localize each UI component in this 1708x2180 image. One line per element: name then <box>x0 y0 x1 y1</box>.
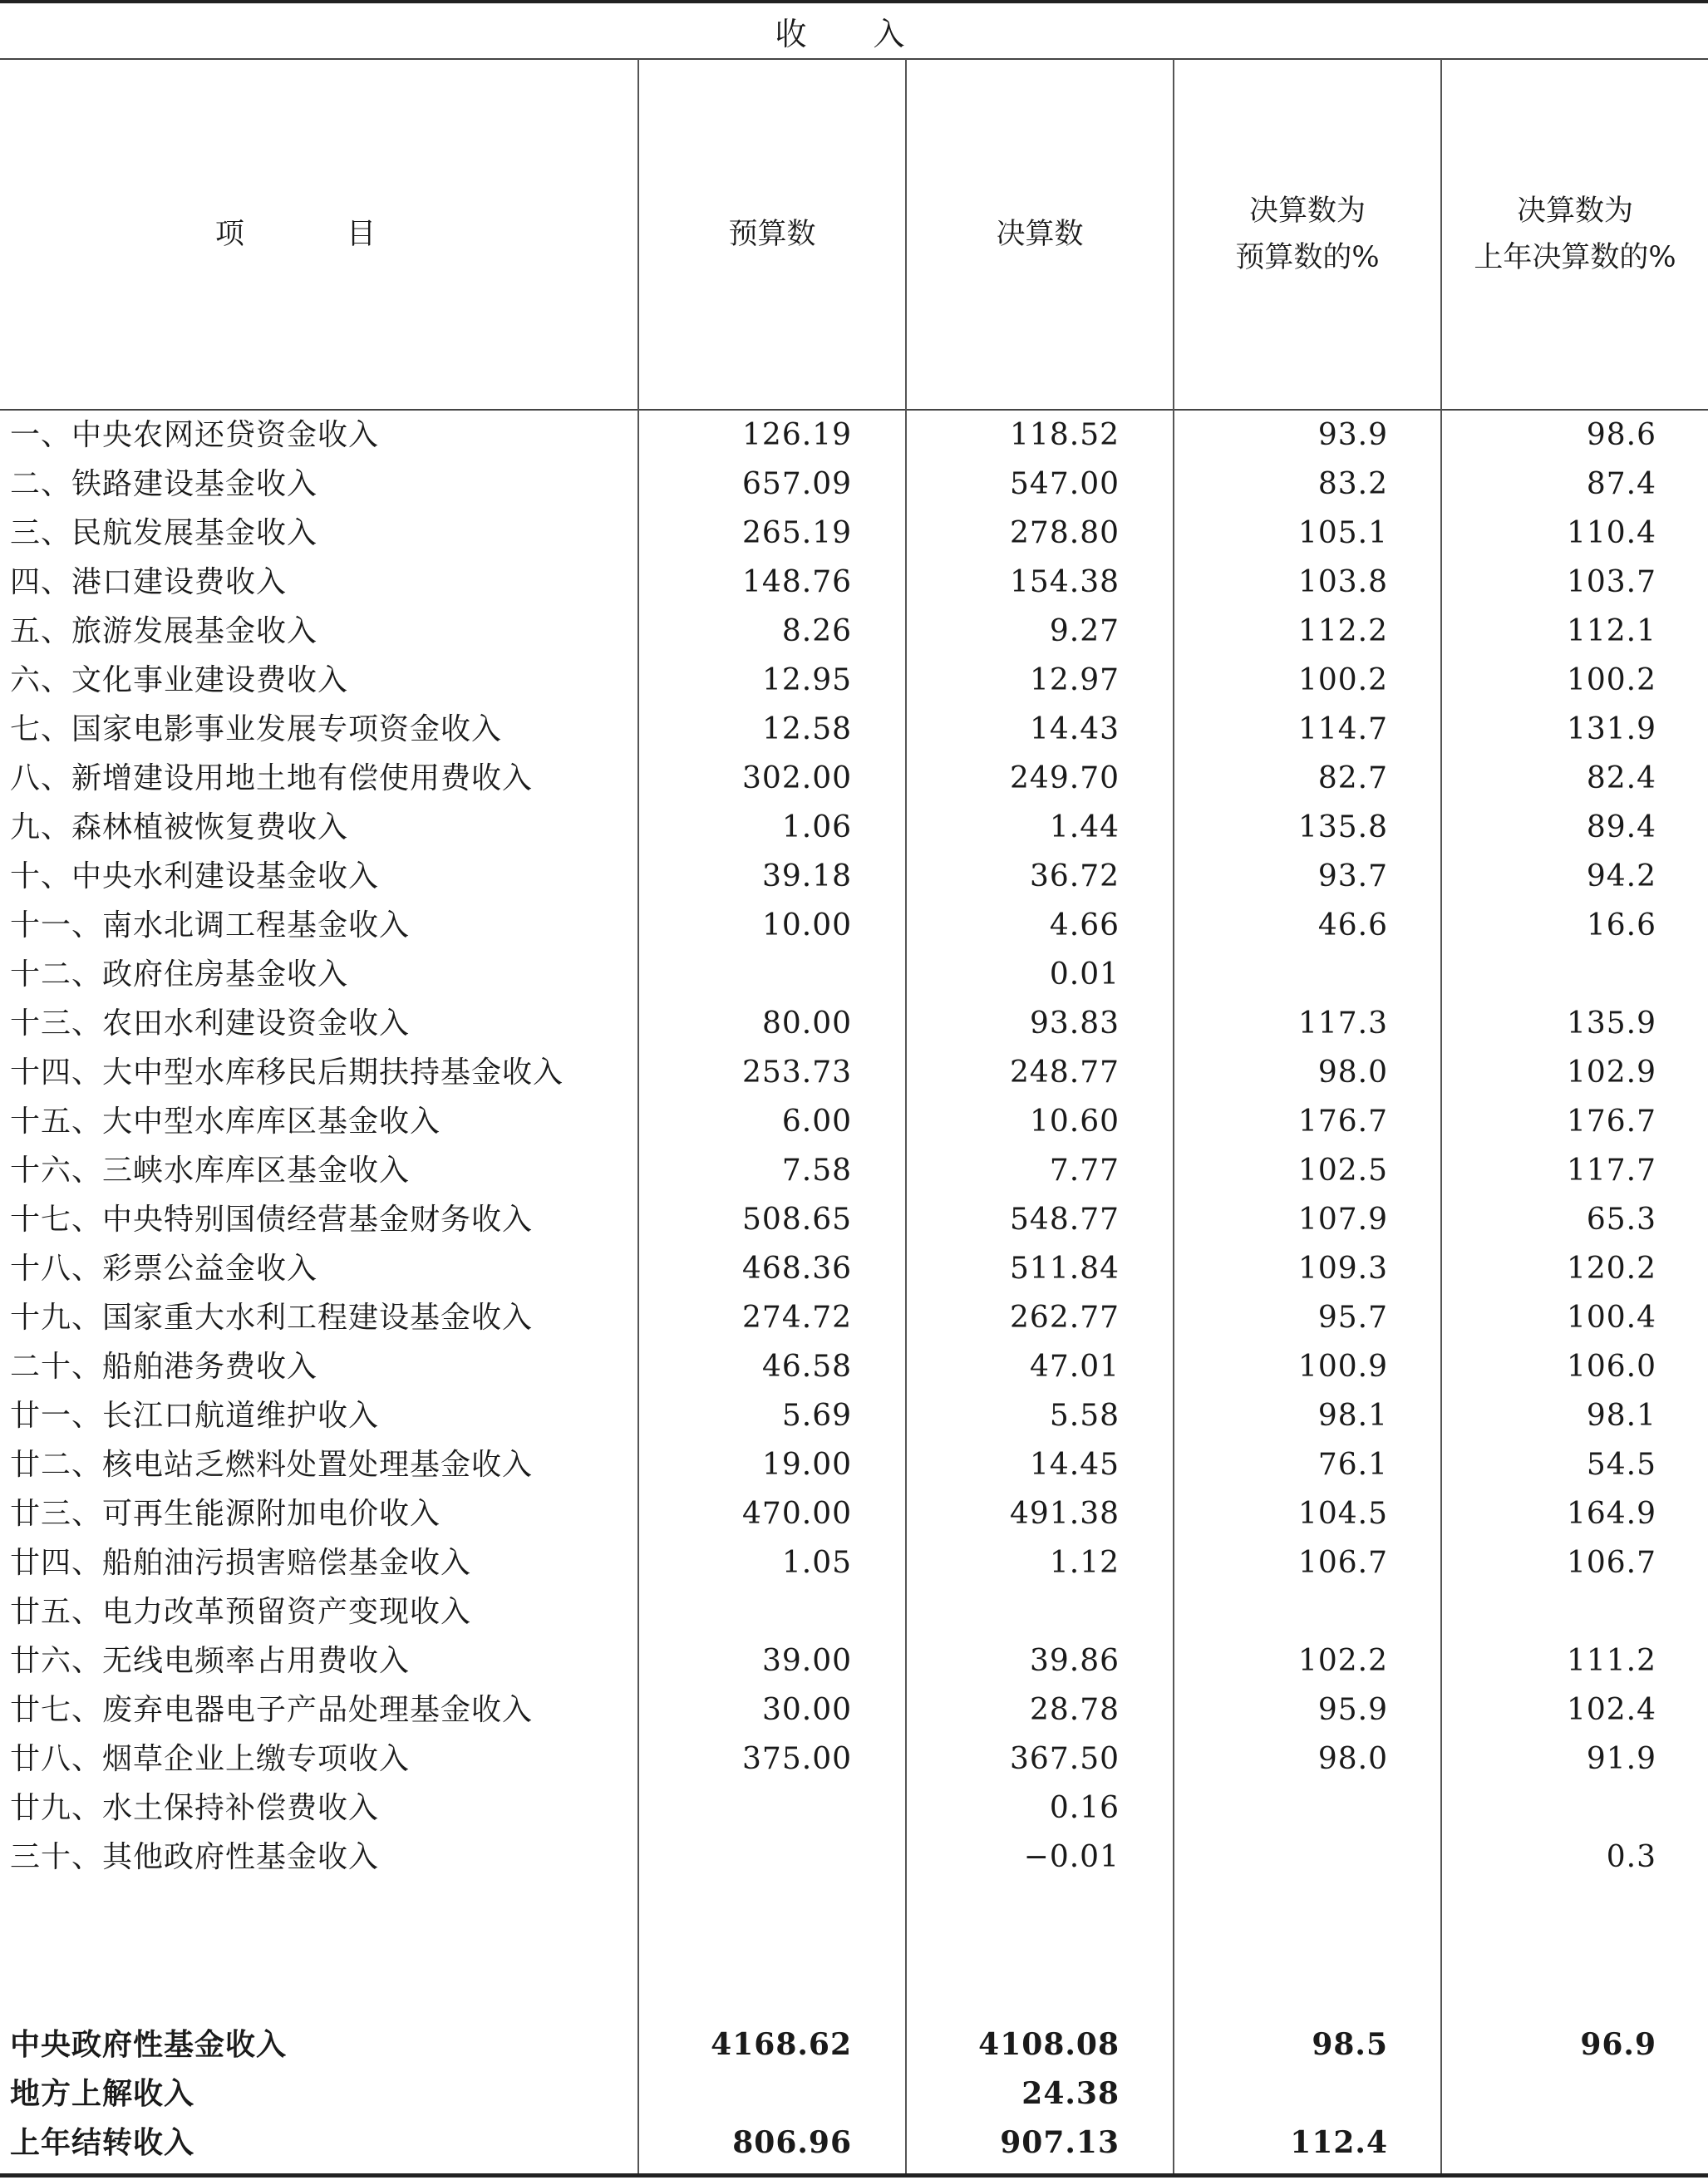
budget-cell: 302.00 <box>742 761 852 795</box>
table-row <box>0 754 1708 803</box>
pct-prev-cell: 106.7 <box>1566 1546 1656 1580</box>
table-row <box>0 999 1708 1048</box>
budget-cell: 126.19 <box>742 418 852 452</box>
table-row <box>0 1391 1708 1440</box>
actual-cell: 262.77 <box>1010 1301 1120 1335</box>
actual-cell: 547.00 <box>1010 467 1120 501</box>
row-label: 十五、大中型水库库区基金收入 <box>10 1105 441 1139</box>
table-row <box>0 1097 1708 1146</box>
pct-budget-cell: 76.1 <box>1317 1448 1388 1482</box>
summary-row <box>0 2118 1708 2168</box>
budget-cell: 39.00 <box>761 1644 852 1678</box>
summary-row <box>0 2069 1708 2118</box>
pct-budget-cell: 106.7 <box>1297 1546 1388 1580</box>
pct-prev-cell: 111.2 <box>1566 1644 1656 1678</box>
pct-budget-cell: 176.7 <box>1297 1105 1388 1139</box>
table-row <box>0 1735 1708 1784</box>
pct-prev-cell: 164.9 <box>1566 1497 1656 1531</box>
pct-prev-cell: 102.9 <box>1566 1056 1656 1090</box>
table-row <box>0 1538 1708 1587</box>
budget-cell: 12.58 <box>761 712 852 746</box>
pct-prev-cell: 110.4 <box>1566 516 1656 550</box>
header-actual-label: 决算数 <box>996 218 1084 251</box>
table-bottom-rule <box>0 2173 1708 2178</box>
section-title: 收 入 <box>0 3 1708 60</box>
budget-cell: 508.65 <box>742 1203 852 1237</box>
pct-prev-cell: 98.1 <box>1586 1399 1656 1433</box>
row-label: 地方上解收入 <box>10 2076 195 2111</box>
pct-prev-cell: 98.6 <box>1586 418 1656 452</box>
pct-budget-cell: 98.5 <box>1312 2027 1388 2062</box>
actual-cell: 248.77 <box>1010 1056 1120 1090</box>
pct-budget-cell: 46.6 <box>1317 908 1388 942</box>
pct-prev-cell: 82.4 <box>1586 761 1656 795</box>
actual-cell: 0.01 <box>1049 957 1120 992</box>
pct-prev-cell: 103.7 <box>1566 565 1656 599</box>
actual-cell: 9.27 <box>1049 614 1120 648</box>
pct-prev-cell: 91.9 <box>1586 1742 1656 1776</box>
table-row <box>0 1293 1708 1342</box>
table-row <box>0 460 1708 509</box>
row-label: 五、旅游发展基金收入 <box>10 614 318 648</box>
budget-cell: 6.00 <box>781 1105 852 1139</box>
table-row <box>0 1146 1708 1195</box>
row-label: 廿六、无线电频率占用费收入 <box>10 1644 411 1678</box>
pct-prev-cell: 0.3 <box>1606 1840 1656 1874</box>
pct-budget-cell: 98.0 <box>1317 1742 1388 1776</box>
table-row <box>0 1048 1708 1097</box>
pct-budget-cell: 83.2 <box>1317 467 1388 501</box>
table-row <box>0 558 1708 607</box>
actual-cell: 154.38 <box>1010 565 1120 599</box>
pct-budget-cell: 95.7 <box>1317 1301 1388 1335</box>
table-row <box>0 1685 1708 1735</box>
pct-budget-cell: 107.9 <box>1297 1203 1388 1237</box>
header-item <box>0 60 637 409</box>
table-row <box>0 607 1708 656</box>
pct-budget-cell: 114.7 <box>1297 712 1388 746</box>
row-label: 二十、船舶港务费收入 <box>10 1350 318 1384</box>
row-label: 十三、农田水利建设资金收入 <box>10 1006 411 1041</box>
row-label: 九、森林植被恢复费收入 <box>10 810 349 844</box>
actual-cell: 367.50 <box>1010 1742 1120 1776</box>
pct-prev-cell: 89.4 <box>1586 810 1656 844</box>
table-row <box>0 1440 1708 1489</box>
budget-cell: 10.00 <box>761 908 852 942</box>
table-row <box>0 1833 1708 1882</box>
row-label: 廿一、长江口航道维护收入 <box>10 1399 380 1433</box>
pct-budget-cell: 105.1 <box>1297 516 1388 550</box>
pct-prev-cell: 100.4 <box>1566 1301 1656 1335</box>
pct-budget-cell: 98.0 <box>1317 1056 1388 1090</box>
table-row <box>0 1489 1708 1538</box>
actual-cell: 12.97 <box>1029 663 1120 697</box>
row-label: 十四、大中型水库移民后期扶持基金收入 <box>10 1056 564 1090</box>
budget-cell: 12.95 <box>761 663 852 697</box>
actual-cell: 39.86 <box>1029 1644 1120 1678</box>
pct-budget-cell: 135.8 <box>1297 810 1388 844</box>
row-label: 四、港口建设费收入 <box>10 565 288 599</box>
pct-budget-cell: 102.2 <box>1297 1644 1388 1678</box>
row-label: 上年结转收入 <box>10 2125 195 2160</box>
pct-budget-cell: 95.9 <box>1317 1693 1388 1727</box>
budget-cell: 8.26 <box>781 614 852 648</box>
actual-cell: 7.77 <box>1049 1154 1120 1188</box>
row-label: 廿九、水土保持补偿费收入 <box>10 1791 380 1825</box>
actual-cell: 1.12 <box>1049 1546 1120 1580</box>
pct-prev-cell: 131.9 <box>1566 712 1656 746</box>
row-label: 十七、中央特别国债经营基金财务收入 <box>10 1203 534 1237</box>
actual-cell: 511.84 <box>1010 1252 1120 1286</box>
budget-cell: 375.00 <box>742 1742 852 1776</box>
pct-budget-cell: 109.3 <box>1297 1252 1388 1286</box>
table-row <box>0 1342 1708 1391</box>
budget-cell: 265.19 <box>742 516 852 550</box>
budget-cell: 470.00 <box>742 1497 852 1531</box>
budget-cell: 806.96 <box>732 2125 852 2160</box>
pct-prev-cell: 100.2 <box>1566 663 1656 697</box>
pct-budget-cell: 117.3 <box>1297 1006 1388 1041</box>
pct-prev-cell: 117.7 <box>1566 1154 1656 1188</box>
actual-cell: 278.80 <box>1010 516 1120 550</box>
table-row <box>0 411 1708 460</box>
header-pct-prev <box>1442 60 1708 409</box>
budget-cell: 19.00 <box>761 1448 852 1482</box>
actual-cell: 10.60 <box>1029 1105 1120 1139</box>
budget-cell: 468.36 <box>742 1252 852 1286</box>
row-label: 十一、南水北调工程基金收入 <box>10 908 411 942</box>
pct-prev-cell: 102.4 <box>1566 1693 1656 1727</box>
pct-budget-cell: 93.9 <box>1317 418 1388 452</box>
pct-prev-cell: 112.1 <box>1566 614 1656 648</box>
budget-cell: 253.73 <box>742 1056 852 1090</box>
pct-budget-cell: 100.9 <box>1297 1350 1388 1384</box>
header-pct-budget-line2: 预算数的% <box>1235 241 1380 274</box>
pct-prev-cell: 65.3 <box>1586 1203 1656 1237</box>
actual-cell: 4.66 <box>1049 908 1120 942</box>
row-label: 三、民航发展基金收入 <box>10 516 318 550</box>
row-label: 廿二、核电站乏燃料处置处理基金收入 <box>10 1448 534 1482</box>
pct-prev-cell: 54.5 <box>1586 1448 1656 1482</box>
header-pct-prev-line1: 决算数为 <box>1516 194 1633 228</box>
table-row <box>0 1784 1708 1833</box>
actual-cell: 28.78 <box>1029 1693 1120 1727</box>
pct-budget-cell: 103.8 <box>1297 565 1388 599</box>
table-row <box>0 852 1708 901</box>
budget-cell: 30.00 <box>761 1693 852 1727</box>
actual-cell: 5.58 <box>1049 1399 1120 1433</box>
actual-cell: 4108.08 <box>978 2027 1120 2062</box>
row-label: 廿三、可再生能源附加电价收入 <box>10 1497 441 1531</box>
pct-budget-cell: 112.4 <box>1290 2125 1388 2160</box>
budget-cell: 274.72 <box>742 1301 852 1335</box>
row-label: 廿五、电力改革预留资产变现收入 <box>10 1595 472 1629</box>
budget-cell: 46.58 <box>761 1350 852 1384</box>
header-pct-budget-line1: 决算数为 <box>1248 194 1366 228</box>
header-pct-budget <box>1174 60 1440 409</box>
pct-prev-cell: 120.2 <box>1566 1252 1656 1286</box>
row-label: 十九、国家重大水利工程建设基金收入 <box>10 1301 534 1335</box>
pct-prev-cell: 176.7 <box>1566 1105 1656 1139</box>
actual-cell: 249.70 <box>1010 761 1120 795</box>
actual-cell: −0.01 <box>1023 1840 1120 1874</box>
actual-cell: 93.83 <box>1029 1006 1120 1041</box>
pct-budget-cell: 112.2 <box>1297 614 1388 648</box>
actual-cell: 14.43 <box>1029 712 1120 746</box>
summary-row <box>0 2020 1708 2069</box>
actual-cell: 36.72 <box>1029 859 1120 893</box>
actual-cell: 47.01 <box>1029 1350 1120 1384</box>
row-label: 廿八、烟草企业上缴专项收入 <box>10 1742 411 1776</box>
pct-prev-cell: 87.4 <box>1586 467 1656 501</box>
table-row <box>0 901 1708 950</box>
header-budget <box>639 60 905 409</box>
budget-cell: 4168.62 <box>711 2027 852 2062</box>
row-label: 廿七、废弃电器电子产品处理基金收入 <box>10 1693 534 1727</box>
pct-prev-cell: 106.0 <box>1566 1350 1656 1384</box>
header-budget-label: 预算数 <box>728 218 816 251</box>
budget-cell: 148.76 <box>742 565 852 599</box>
row-label: 七、国家电影事业发展专项资金收入 <box>10 712 503 746</box>
budget-cell: 7.58 <box>781 1154 852 1188</box>
table-row <box>0 950 1708 999</box>
row-label: 十、中央水利建设基金收入 <box>10 859 380 893</box>
header-pct-prev-line2: 上年决算数的% <box>1474 241 1676 274</box>
actual-cell: 491.38 <box>1010 1497 1120 1531</box>
budget-cell: 1.05 <box>781 1546 852 1580</box>
pct-prev-cell: 16.6 <box>1586 908 1656 942</box>
pct-budget-cell: 102.5 <box>1297 1154 1388 1188</box>
table-row <box>0 1195 1708 1244</box>
actual-cell: 1.44 <box>1049 810 1120 844</box>
table-row <box>0 509 1708 558</box>
pct-budget-cell: 98.1 <box>1317 1399 1388 1433</box>
header-item-label: 项 目 <box>214 218 423 251</box>
row-label: 一、中央农网还贷资金收入 <box>10 418 380 452</box>
header-actual <box>907 60 1173 409</box>
row-label: 二、铁路建设基金收入 <box>10 467 318 501</box>
row-label: 六、文化事业建设费收入 <box>10 663 349 697</box>
row-label: 中央政府性基金收入 <box>10 2027 288 2062</box>
row-label: 十八、彩票公益金收入 <box>10 1252 318 1286</box>
table-row <box>0 705 1708 754</box>
budget-cell: 5.69 <box>781 1399 852 1433</box>
actual-cell: 118.52 <box>1010 418 1120 452</box>
pct-budget-cell: 82.7 <box>1317 761 1388 795</box>
actual-cell: 907.13 <box>1000 2125 1120 2160</box>
table-row <box>0 1244 1708 1293</box>
pct-prev-cell: 135.9 <box>1566 1006 1656 1041</box>
pct-budget-cell: 100.2 <box>1297 663 1388 697</box>
pct-prev-cell: 96.9 <box>1580 2027 1656 2062</box>
budget-cell: 657.09 <box>742 467 852 501</box>
actual-cell: 0.16 <box>1049 1791 1120 1825</box>
table-row <box>0 1587 1708 1636</box>
pct-budget-cell: 93.7 <box>1317 859 1388 893</box>
pct-budget-cell: 104.5 <box>1297 1497 1388 1531</box>
budget-cell: 80.00 <box>761 1006 852 1041</box>
row-label: 廿四、船舶油污损害赔偿基金收入 <box>10 1546 472 1580</box>
row-label: 十二、政府住房基金收入 <box>10 957 349 992</box>
row-label: 三十、其他政府性基金收入 <box>10 1840 380 1874</box>
actual-cell: 548.77 <box>1010 1203 1120 1237</box>
actual-cell: 14.45 <box>1029 1448 1120 1482</box>
budget-cell: 1.06 <box>781 810 852 844</box>
table-row <box>0 1636 1708 1685</box>
table-row <box>0 656 1708 705</box>
table-row <box>0 803 1708 852</box>
row-label: 十六、三峡水库库区基金收入 <box>10 1154 411 1188</box>
budget-cell: 39.18 <box>761 859 852 893</box>
actual-cell: 24.38 <box>1021 2076 1120 2111</box>
row-label: 八、新增建设用地土地有偿使用费收入 <box>10 761 534 795</box>
pct-prev-cell: 94.2 <box>1586 859 1656 893</box>
